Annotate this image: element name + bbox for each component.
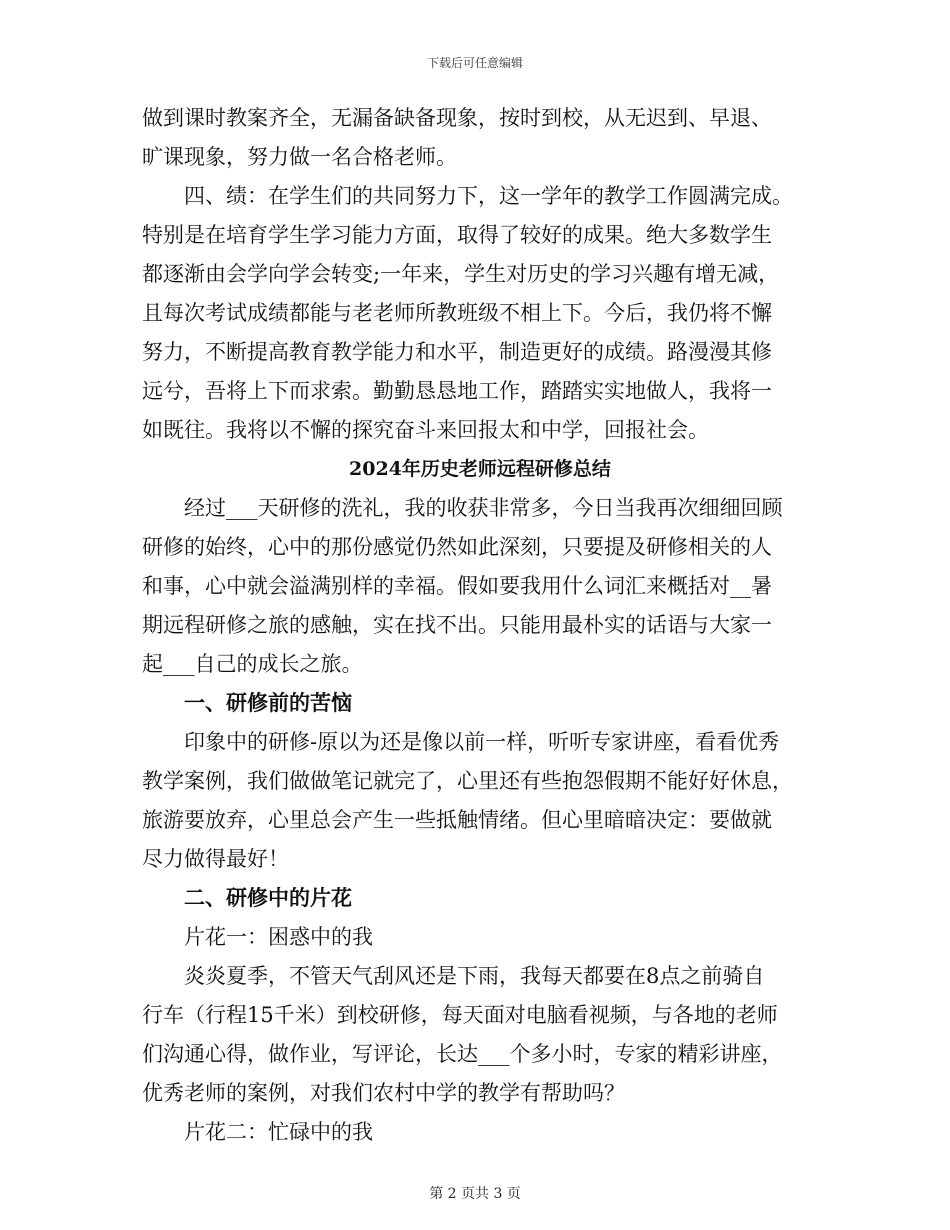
paragraph-line: 且每次考试成绩都能与老老师所教班级不相上下。今后，我仍将不懈: [142, 301, 772, 325]
paragraph-line: 起___自己的成长之旅。: [142, 652, 363, 676]
section-heading: 一、研修前的苦恼: [184, 690, 352, 715]
page-footer: 第 2 页共 3 页: [429, 1186, 521, 1202]
paragraph-line: 远兮，吾将上下而求索。勤勤恳恳地工作，踏踏实实地做人，我将一: [142, 379, 772, 403]
paragraph-line: 旷课现象，努力做一名合格老师。: [142, 145, 457, 169]
paragraph-line: 都逐渐由会学向学会转变;一年来，学生对历史的学习兴趣有增无减，: [142, 262, 780, 286]
paragraph-line: 旅游要放弃，心里总会产生一些抵触情绪。但心里暗暗决定：要做就: [142, 808, 772, 832]
section-heading: 二、研修中的片花: [184, 885, 352, 910]
paragraph-line: 四、绩：在学生们的共同努力下，这一学年的教学工作圆满完成。: [184, 184, 793, 208]
paragraph-line: 期远程研修之旅的感触，实在找不出。只能用最朴实的话语与大家一: [142, 613, 772, 637]
paragraph-line: 特别是在培育学生学习能力方面，取得了较好的成果。绝大多数学生: [142, 223, 772, 247]
paragraph-line: 经过___天研修的洗礼，我的收获非常多，今日当我再次细细回顾: [184, 496, 783, 520]
paragraph-line: 和事，心中就会溢满别样的幸福。假如要我用什么词汇来概括对__暑: [142, 574, 772, 598]
document-title: 2024年历史老师远程研修总结: [349, 458, 611, 480]
paragraph-line: 如既往。我将以不懈的探究奋斗来回报太和中学，回报社会。: [142, 418, 709, 442]
document-body: [142, 102, 818, 1155]
paragraph-line: 印象中的研修-原以为还是像以前一样，听听专家讲座，看看优秀: [184, 730, 780, 754]
paragraph-line: 研修的始终，心中的那份感觉仍然如此深刻，只要提及研修相关的人: [142, 535, 772, 559]
paragraph-line: 做到课时教案齐全，无漏备缺备现象，按时到校，从无迟到、早退、: [142, 106, 772, 130]
subsection-heading: 片花一：困惑中的我: [184, 925, 373, 949]
paragraph-line: 优秀老师的案例，对我们农村中学的教学有帮助吗？: [142, 1081, 625, 1105]
paragraph-line: 炎炎夏季，不管天气刮风还是下雨，我每天都要在8点之前骑自: [184, 964, 765, 988]
page-header: 下载后可任意编辑: [426, 56, 523, 70]
paragraph-line: 行车（行程15千米）到校研修，每天面对电脑看视频，与各地的老师: [142, 1003, 778, 1027]
paragraph-line: 们沟通心得，做作业，写评论，长达___个多小时，专家的精彩讲座，: [142, 1042, 783, 1066]
paragraph-line: 努力，不断提高教育教学能力和水平，制造更好的成绩。路漫漫其修: [142, 340, 772, 364]
subsection-heading: 片花二：忙碌中的我: [184, 1120, 373, 1144]
paragraph-line: 教学案例，我们做做笔记就完了，心里还有些抱怨假期不能好好休息，: [142, 769, 793, 793]
paragraph-line: 尽力做得最好！: [142, 847, 289, 871]
